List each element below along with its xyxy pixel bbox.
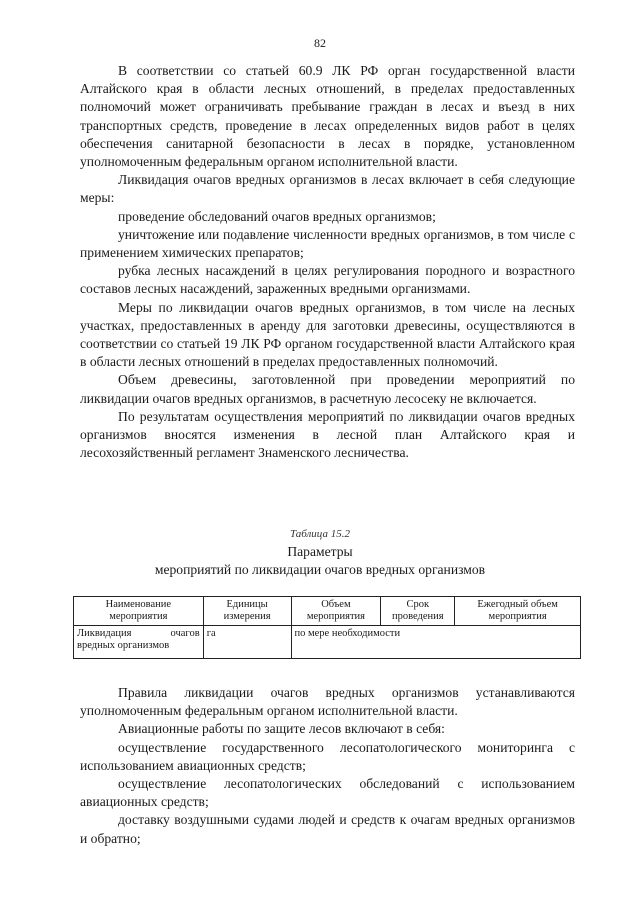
column-header: Ежегодный объем мероприятия [455,597,581,626]
paragraph: Правила ликвидации очагов вредных организмов устанавливаются уполномоченным федеральным органом исполнительной власти. [80,685,575,719]
column-header: Срок проведения [381,597,455,626]
page-number: 82 [314,36,326,50]
paragraph: Ликвидация очагов вредных организмов в лесах включает в себя следующие меры: [80,172,575,206]
list-item: осуществление государственного лесопатологического мониторинга с использованием авиационных средств; [80,739,575,773]
column-header: Объем мероприятия [291,597,381,626]
text-block-top [80,62,575,462]
table-cell: Ликвидация очагов вредных организмов [74,626,204,659]
table-title [0,543,640,579]
list-item: рубка лесных насаждений в целях регулирования породного и возрастного составов лесных насаждений, зараженных вредными организмами. [80,263,575,297]
table-cell-merged: по мере необходимости [291,626,581,659]
table-title-line: Параметры [287,544,353,559]
paragraph: По результатам осуществления мероприятий по ликвидации очагов вредных организмов вносятся изменения в лесной план Алтайского края и лесохозяйственный регламент Знаменского лесничества. [80,408,575,461]
paragraph: Объем древесины, заготовленной при проведении мероприятий по ликвидации очагов вредных организмов, в расчетную лесосеку не включается. [80,372,575,406]
list-item: осуществление лесопатологических обследований с использованием авиационных средств; [80,776,575,810]
paragraph: В соответствии со статьей 60.9 ЛК РФ орган государственной власти Алтайского края в области лесных отношений, в пределах предоставленных полномочий может ограничивать пребывание граждан в лесах и въезд в них транспортных средств, проведение в лесах определенных видов работ в целях обеспечения санитарной безопасности в лесах в порядке, установленном уполномоченным федеральным органом исполнительной власти. [80,63,575,170]
paragraph: Авиационные работы по защите лесов включают в себя: [118,721,445,737]
column-header: Единицы измерения [203,597,291,626]
column-header: Наименование мероприятия [74,597,204,626]
parameters-table [73,596,581,659]
table-subtitle-line: мероприятий по ликвидации очагов вредных организмов [154,562,486,577]
list-item: уничтожение или подавление численности вредных организмов, в том числе с применением химических препаратов; [80,226,575,261]
table-row [74,626,581,659]
table-header-row [74,597,581,626]
table-label: Таблица 15.2 [290,528,350,540]
text-block-bottom [80,684,575,848]
table-cell: га [203,626,291,659]
paragraph: Меры по ликвидации очагов вредных организмов, в том числе на лесных участках, предоставленных в аренду для заготовки древесины, осуществляются в соответствии со статьей 19 ЛК РФ органом государственной власти Алтайского края в области лесных отношений в пределах предоставленных полномочий. [80,299,575,370]
list-item: доставку воздушными судами людей и средств к очагам вредных организмов и обратно; [80,812,575,846]
list-item: проведение обследований очагов вредных организмов; [118,208,436,224]
